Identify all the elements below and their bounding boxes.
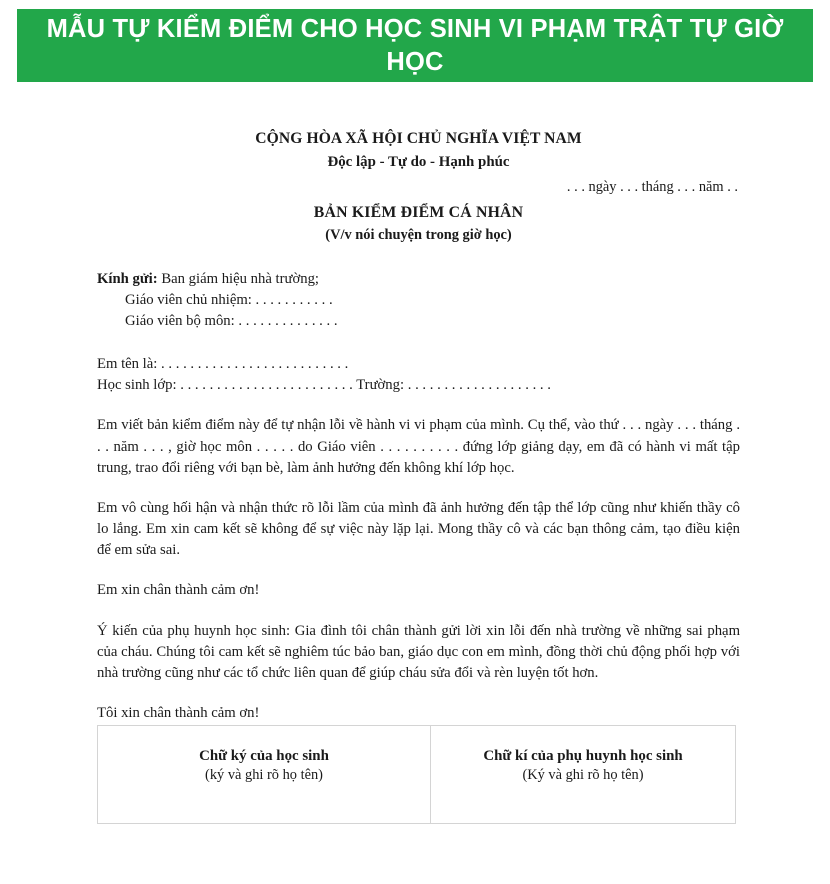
document-body — [97, 90, 740, 739]
paragraph-parent-opinion: Ý kiến của phụ huynh học sinh: Gia đình tôi chân thành gửi lời xin lỗi đến nhà trường về những sai phạm của cháu. Chúng tôi cam kết sẽ nghiêm túc bảo ban, giáo dục con em mình, đồng thời chủ động phối hợp với nhà trường cũng như các tổ chức liên quan để giúp cháu sửa đổi và rèn luyện tốt hơn. — [97, 622, 740, 681]
national-motto-country: CỘNG HÒA XÃ HỘI CHỦ NGHĨA VIỆT NAM — [255, 130, 582, 147]
recipient-line-school — [97, 269, 740, 290]
page-header-banner — [17, 9, 813, 82]
student-signature-role: Chữ ký của học sinh — [199, 748, 329, 764]
national-heading — [97, 128, 740, 172]
paragraph-apology-commitment: Em vô cùng hối hận và nhận thức rõ lỗi lầm của mình đã ảnh hưởng đến tập thể lớp cũng như khiến thầy cô lo lắng. Em xin cam kết sẽ không để sự việc này lặp lại. Mong thầy cô và các bạn thông cảm, tạo điều kiện để em sửa sai. — [97, 499, 740, 559]
recipient-subject-teacher: Giáo viên bộ môn: . . . . . . . . . . . . . . — [125, 312, 338, 329]
student-name-line: Em tên là: . . . . . . . . . . . . . . . . . . . . . . . . . . — [97, 355, 349, 372]
identity-block — [97, 354, 740, 397]
document-subtitle: (V/v nói chuyện trong giờ học) — [325, 226, 512, 243]
signature-cell-parent — [431, 726, 735, 823]
date-line: . . . ngày . . . tháng . . . năm . . — [566, 179, 738, 196]
student-signature-note: (ký và ghi rõ họ tên) — [205, 767, 323, 783]
document-title: BẢN KIỂM ĐIỂM CÁ NHÂN — [313, 204, 524, 222]
parent-signature-role: Chữ kí của phụ huynh học sinh — [483, 748, 683, 764]
banner-title: MẪU TỰ KIỂM ĐIỂM CHO HỌC SINH VI PHẠM TRẬT TỰ GIỜ HỌC — [46, 14, 784, 76]
student-class-school-line: Học sinh lớp: . . . . . . . . . . . . . . . . . . . . . . . . Trường: . . . . . . . . . . . . . . . . . . . . — [97, 377, 551, 394]
national-motto-slogan: Độc lập - Tự do - Hạnh phúc — [327, 154, 510, 171]
recipients-block — [97, 269, 740, 332]
paragraph-violation-description: Em viết bản kiểm điểm này để tự nhận lỗi về hành vi vi phạm của mình. Cụ thể, vào thứ . . . ngày . . . tháng . . . năm . . . , giờ học môn . . . . . do Giáo viên . . . . . . . . . . đứng lớp giảng dạy, em đã có hành vi mất tập trung, trao đổi riêng với bạn bè, làm ảnh hưởng đến không khí lớp học. — [97, 417, 740, 476]
signature-table — [97, 725, 736, 824]
paragraph-student-thanks: Em xin chân thành cảm ơn! — [97, 582, 260, 599]
document-sheet — [0, 90, 830, 884]
recipients-label: Kính gửi: — [97, 271, 158, 288]
recipient-homeroom-teacher: Giáo viên chủ nhiệm: . . . . . . . . . . . — [125, 291, 333, 308]
paragraph-parent-thanks: Tôi xin chân thành cảm ơn! — [97, 705, 260, 722]
parent-signature-note: (Ký và ghi rõ họ tên) — [522, 767, 644, 783]
recipient-school: Ban giám hiệu nhà trường; — [161, 271, 320, 288]
signature-cell-student — [98, 726, 431, 823]
document-title-block — [97, 202, 740, 245]
